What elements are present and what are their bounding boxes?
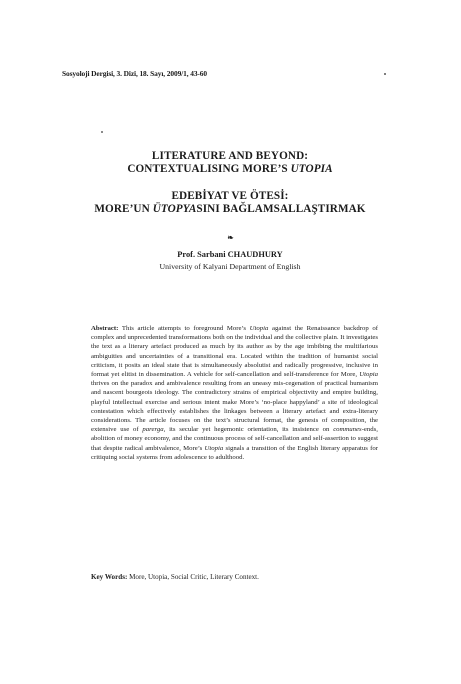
- abstract-italic: Utopia: [204, 444, 224, 452]
- abstract-text: against the Renaissance backdrop of complex and unprecedented transformations both on the individual and the collective plain. It investigates the text as a literary artefact produced as much by its author as by the age imbibing the multifarious ambiguities and uncertainties of a transitional era. Located within the tradition of humanist social criticism, it posits an ideal state that is simultaneously absolutist and radically progressive, inclusive in format yet elitist in dissemination. A vehicle for self-cancellation and self-transference for More,: [91, 325, 378, 379]
- turkish-title-text: MORE’UN: [94, 203, 153, 215]
- english-title-line-2: [60, 163, 400, 176]
- keywords: [91, 573, 378, 582]
- abstract-italic: Utopia: [249, 325, 269, 332]
- english-title: [60, 150, 400, 176]
- abstract-italic: parerga: [142, 426, 164, 434]
- abstract-text: thrives on the paradox and ambivalence resulting from an uneasy mis-cegenation of practical humanism and nascent bourgeois ideology. The contradictory strains of empirical objectivity and empire building, playful intellectual exercise and serious intent make More’s ‘no-place happyland’ a site of ideological contestation which effectively establishes the linkages between a literary artefact and extra-literary considerations. The article focuses on the text’s structural format, the genesis of composition, the extensive use of: [91, 380, 378, 434]
- english-title-text: CONTEXTUALISING MORE’S: [127, 163, 291, 175]
- author-affiliation: University of Kalyani Department of English: [159, 262, 301, 271]
- scan-mark: [384, 73, 386, 75]
- abstract-text: signals a transition of the English literary apparatus for critiquing social systems from adolescence to adulthood.: [91, 444, 378, 461]
- turkish-title-line-2: [60, 203, 400, 216]
- author-name: Prof. Sarbani CHAUDHURY: [177, 250, 283, 259]
- abstract: [91, 324, 378, 462]
- turkish-title: [60, 190, 400, 216]
- journal-header: Sosyoloji Dergisi, 3. Dizi, 18. Sayı, 2009/1, 43-60: [62, 69, 207, 78]
- turkish-title-suffix: SINI BAĞLAMSALLAŞTIRMAK: [196, 203, 366, 215]
- keywords-text: More, Utopia, Social Critic, Literary Context.: [127, 573, 259, 581]
- english-title-italic: UTOPIA: [290, 163, 333, 175]
- keywords-label: Key Words:: [91, 573, 128, 581]
- abstract-text: -ends, abolition of money economy, and the continuous process of self-cancellation and self-assertion to suggest that despite radical ambivalence, More’s: [91, 426, 378, 452]
- abstract-italic: Utopia: [359, 371, 378, 379]
- turkish-title-italic: ÜTOPYA: [152, 203, 197, 215]
- abstract-text: This article attempts to foreground More’s: [118, 325, 250, 332]
- ornament-icon: ❧: [227, 233, 234, 242]
- abstract-italic: communes: [333, 426, 362, 434]
- abstract-text: , its secular yet hegemonic orientation, its insistence on: [163, 426, 334, 434]
- english-title-line-1: LITERATURE AND BEYOND:: [151, 150, 309, 162]
- turkish-title-line-1: EDEBİYAT VE ÖTESİ:: [171, 190, 289, 202]
- abstract-label: Abstract:: [91, 325, 119, 332]
- scan-mark: [101, 131, 103, 133]
